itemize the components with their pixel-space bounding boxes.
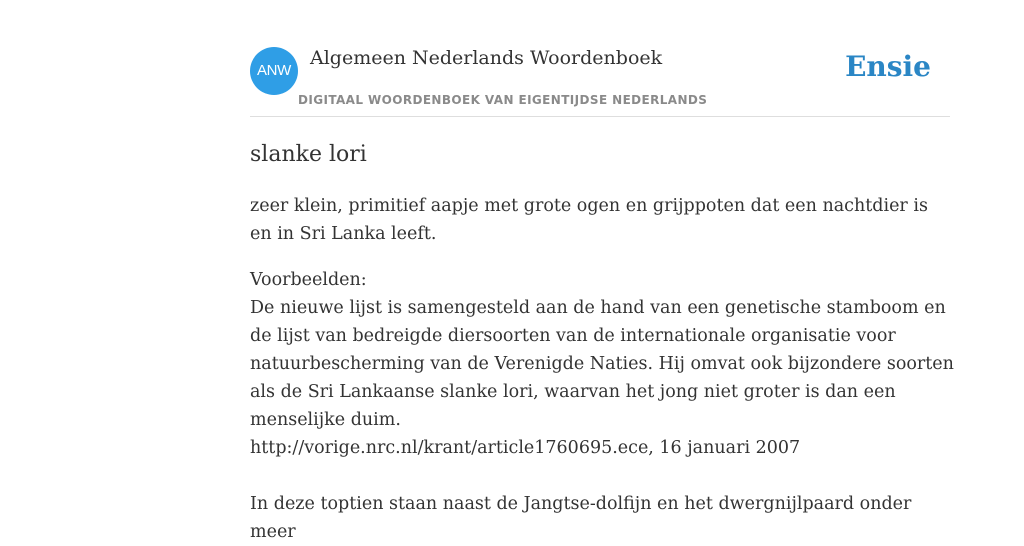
site-header [250, 46, 950, 117]
entry-content [250, 140, 955, 546]
site-subtitle: DIGITAAL WOORDENBOEK VAN EIGENTIJDSE NEDERLANDS [298, 93, 708, 107]
example-spacer [250, 462, 955, 490]
entry-definition: zeer klein, primitief aapje met grote ogen en grijppoten dat een nachtdier is en in Sri Lanka leeft. [250, 196, 928, 244]
example-source: http://vorige.nrc.nl/krant/article1760695.ece, 16 januari 2007 [250, 438, 801, 458]
site-title[interactable]: Algemeen Nederlands Woordenboek [310, 47, 663, 69]
entry-title: slanke lori [250, 142, 367, 167]
examples-section [250, 266, 955, 546]
example-text: De nieuwe lijst is samengesteld aan de hand van een genetische stamboom en de lijst van bedreigde diersoorten van de internationale organisatie voor natuurbescherming van de Verenigde Naties. Hij omvat ook bijzondere soorten als de Sri Lankaanse slanke lori, waarvan het jong niet groter is dan een menselijke duim. [250, 298, 954, 430]
anw-logo[interactable]: ANW [250, 47, 298, 95]
example-text: In deze toptien staan naast de Jangtse-dolfijn en het dwergnijlpaard onder meer [250, 494, 912, 542]
examples-label: Voorbeelden: [250, 270, 367, 290]
ensie-brand-logo[interactable]: Ensie [845, 50, 931, 83]
